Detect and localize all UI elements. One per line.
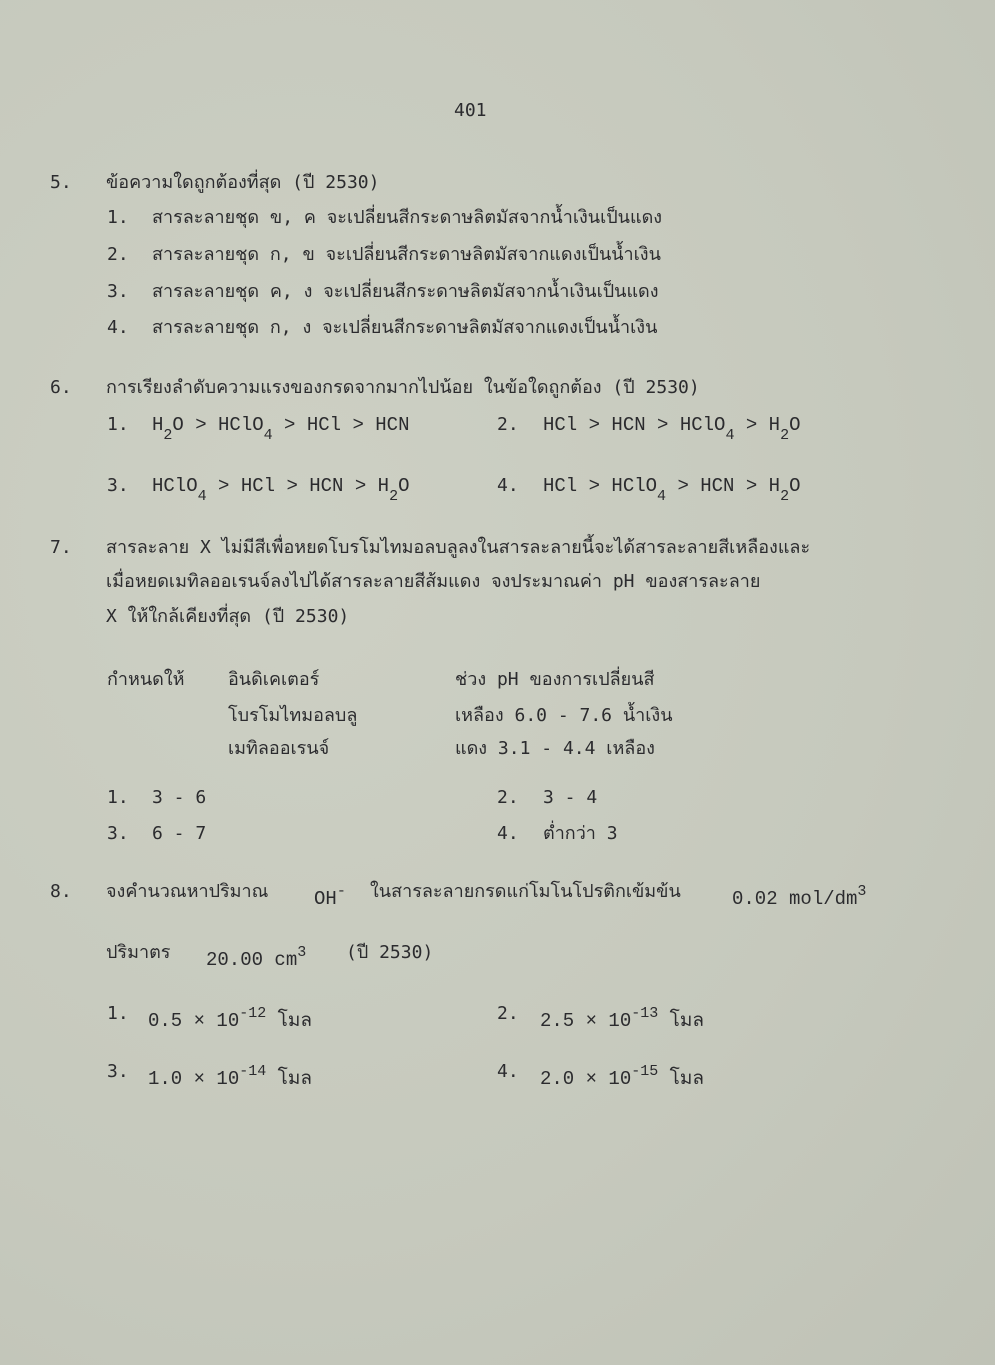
coefficient: 0.5 × 10 — [148, 1010, 240, 1032]
q7-option-number: 4. — [497, 823, 519, 844]
question-7-line: เมื่อหยดเมทิลออเรนจ์ลงไปได้สารละลายสีส้มแดง จงประมาณค่า pH ของสารละลาย — [106, 571, 761, 592]
q7-option-text: ต่ำกว่า 3 — [543, 823, 618, 844]
q7-option-text: 3 - 6 — [152, 787, 207, 808]
q7-option-text: 6 - 7 — [152, 823, 207, 844]
coefficient: 2.5 × 10 — [540, 1010, 632, 1032]
formula-text: HCl > HCN > HClO — [543, 414, 726, 436]
q7-option-number: 2. — [497, 787, 519, 808]
volume-value — [206, 941, 306, 972]
exponent: -14 — [239, 1063, 267, 1080]
formula-text: O — [789, 475, 801, 497]
table-cell-indicator: โบรโมไทมอลบลู — [228, 705, 358, 726]
hydroxide-formula — [314, 880, 346, 911]
concentration-value — [732, 880, 866, 911]
q5-option-number: 4. — [107, 317, 129, 338]
page-number: 401 — [454, 100, 487, 121]
q8-option-value — [148, 1060, 312, 1091]
q6-option-formula — [152, 474, 409, 509]
table-cell-ph-range: เหลือง 6.0 - 7.6 น้ำเงิน — [455, 705, 673, 726]
table-cell-ph-range: แดง 3.1 - 4.4 เหลือง — [455, 738, 655, 759]
formula-sub: 2 — [780, 488, 790, 505]
question-6-text: การเรียงลำดับความแรงของกรดจากมากไปน้อย ในข้อใดถูกต้อง (ปี 2530) — [106, 377, 700, 398]
q5-option-text: สารละลายชุด ข, ค จะเปลี่ยนสีกระดาษลิตมัสจากน้ำเงินเป็นแดง — [152, 207, 663, 228]
formula-sub: 4 — [263, 427, 273, 444]
question-8-text: จงคำนวณหาปริมาณ — [106, 881, 269, 902]
q8-option-value — [540, 1060, 704, 1091]
formula-text: > HCN > H — [666, 475, 781, 497]
oh-charge: - — [336, 883, 346, 900]
q7-option-number: 1. — [107, 787, 129, 808]
q6-option-formula — [543, 474, 801, 509]
table-header-ph-range: ช่วง pH ของการเปลี่ยนสี — [455, 669, 655, 690]
q5-option-number: 2. — [107, 244, 129, 265]
q8-option-number: 3. — [107, 1061, 129, 1082]
q8-option-value — [148, 1002, 312, 1033]
q5-option-number: 1. — [107, 207, 129, 228]
formula-text: HClO — [152, 475, 198, 497]
oh-text: OH — [314, 888, 337, 910]
formula-text: > H — [734, 414, 781, 436]
q8-option-number: 4. — [497, 1061, 519, 1082]
q5-option-text: สารละลายชุด ค, ง จะเปลี่ยนสีกระดาษลิตมัสจากน้ำเงินเป็นแดง — [152, 281, 659, 302]
formula-sub: 2 — [163, 427, 173, 444]
concentration-exponent: 3 — [857, 883, 867, 900]
formula-text: O > HClO — [172, 414, 264, 436]
unit: โมล — [669, 1010, 705, 1032]
q6-option-number: 1. — [107, 414, 129, 435]
question-8-year: (ปี 2530) — [346, 942, 434, 963]
coefficient: 1.0 × 10 — [148, 1068, 240, 1090]
formula-text: O — [398, 475, 410, 497]
question-7-line: สารละลาย X ไม่มีสีเพื่อหยดโบรโมไทมอลบลูลงในสารละลายนี้จะได้สารละลายสีเหลืองและ — [106, 537, 811, 558]
unit: โมล — [669, 1068, 705, 1090]
q8-option-value — [540, 1002, 704, 1033]
unit: โมล — [277, 1010, 313, 1032]
volume-text: 20.00 cm — [206, 949, 298, 971]
q6-option-number: 3. — [107, 475, 129, 496]
q6-option-formula — [152, 413, 409, 448]
coefficient: 2.0 × 10 — [540, 1068, 632, 1090]
question-6-number: 6. — [50, 377, 72, 398]
formula-text: H — [152, 414, 164, 436]
question-8-number: 8. — [50, 881, 72, 902]
volume-exponent: 3 — [297, 944, 307, 961]
q8-option-number: 2. — [497, 1003, 519, 1024]
formula-sub: 2 — [389, 488, 399, 505]
q6-option-number: 4. — [497, 475, 519, 496]
formula-sub: 4 — [657, 488, 667, 505]
q6-option-formula — [543, 413, 800, 448]
exponent: -13 — [631, 1005, 659, 1022]
formula-sub: 2 — [780, 427, 790, 444]
formula-text: > HCl > HCN — [272, 414, 410, 436]
question-7-line: X ให้ใกล้เคียงที่สุด (ปี 2530) — [106, 606, 350, 627]
unit: โมล — [277, 1068, 313, 1090]
question-8-text: ปริมาตร — [106, 942, 171, 963]
q5-option-number: 3. — [107, 281, 129, 302]
q8-option-number: 1. — [107, 1003, 129, 1024]
q7-option-number: 3. — [107, 823, 129, 844]
formula-text: O — [789, 414, 801, 436]
formula-sub: 4 — [197, 488, 207, 505]
question-7-number: 7. — [50, 537, 72, 558]
q5-option-text: สารละลายชุด ก, ง จะเปลี่ยนสีกระดาษลิตมัสจากแดงเป็นน้ำเงิน — [152, 317, 658, 338]
table-header-indicator: อินดิเคเตอร์ — [228, 669, 320, 690]
question-8-text: ในสารละลายกรดแก่โมโนโปรติกเข้มข้น — [370, 881, 681, 902]
q5-option-text: สารละลายชุด ก, ข จะเปลี่ยนสีกระดาษลิตมัสจากแดงเป็นน้ำเงิน — [152, 244, 661, 265]
question-5-number: 5. — [50, 172, 72, 193]
formula-text: HCl > HClO — [543, 475, 658, 497]
exponent: -15 — [631, 1063, 659, 1080]
formula-sub: 4 — [725, 427, 735, 444]
question-5-text: ข้อความใดถูกต้องที่สุด (ปี 2530) — [106, 172, 380, 193]
concentration-text: 0.02 mol/dm — [732, 888, 858, 910]
exponent: -12 — [239, 1005, 267, 1022]
given-label: กำหนดให้ — [107, 669, 185, 690]
q6-option-number: 2. — [497, 414, 519, 435]
table-cell-indicator: เมทิลออเรนจ์ — [228, 738, 330, 759]
formula-text: > HCl > HCN > H — [206, 475, 390, 497]
q7-option-text: 3 - 4 — [543, 787, 598, 808]
